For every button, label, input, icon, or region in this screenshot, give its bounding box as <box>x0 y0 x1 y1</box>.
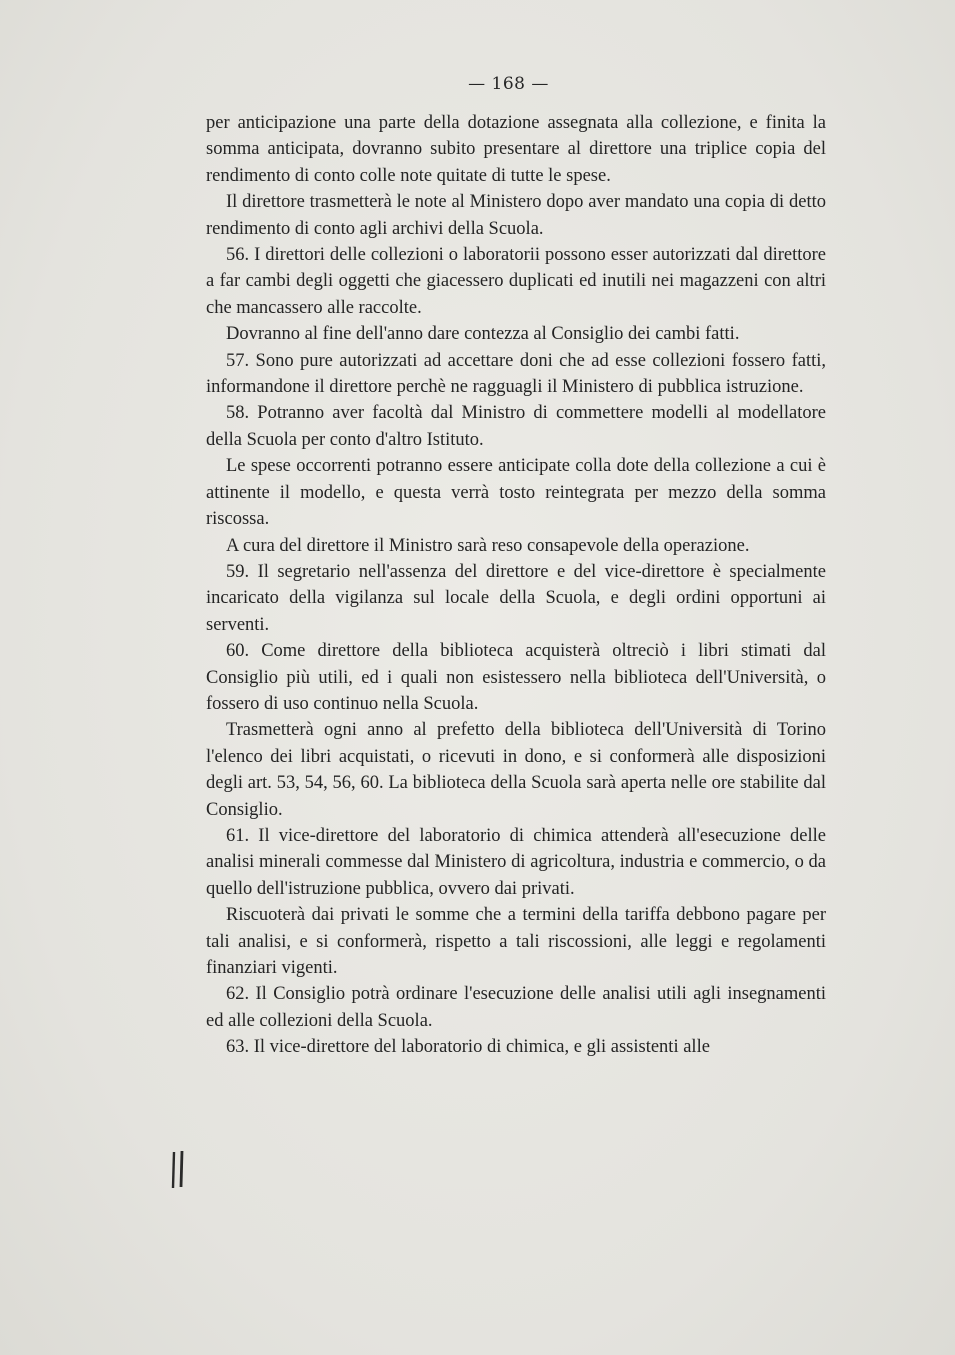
paragraph: Trasmetterà ogni anno al prefetto della biblioteca dell'Università di Torino l'elenco dei libri acquistati, o ricevuti in dono, e si conformerà alle disposizioni degli art. 53, 54, 56, 60. La biblioteca della Scuola sarà aperta nelle ore stabilite dal Consiglio. <box>206 720 826 820</box>
paragraph-art-56: 56. I direttori delle collezioni o laboratorii possono esser autorizzati dal direttore a far cambi degli oggetti che giacessero duplicati ed inutili nei magazzeni con altri che mancassero alle raccolte. <box>206 245 826 318</box>
paragraph: per anticipazione una parte della dotazione assegnata alla collezione, e finita la somma anticipata, dovranno subito presentare al direttore una triplice copia del rendimento di conto colle note quitate di tutte le spese. <box>206 113 826 186</box>
paragraph-art-59: 59. Il segretario nell'assenza del direttore e del vice-direttore è specialmente incaricato della vigilanza sul locale della Scuola, e degli ordini opportuni ai serventi. <box>206 561 826 635</box>
paragraph: A cura del direttore il Ministro sarà reso consapevole della operazione. <box>226 535 750 556</box>
paragraph-art-60: 60. Come direttore della biblioteca acquisterà oltreciò i libri stimati dal Consiglio più utili, ed i quali non esistessero nella biblioteca dell'Università, o fossero di uso continuo nella Scuola. <box>206 641 826 714</box>
paragraph-art-58: 58. Potranno aver facoltà dal Ministro di commettere modelli al modellatore della Scuola per conto d'altro Istituto. <box>206 403 826 450</box>
paragraph-art-63: 63. Il vice-direttore del laboratorio di chimica, e gli assistenti alle <box>226 1037 710 1058</box>
paragraph-art-61: 61. Il vice-direttore del laboratorio di chimica attenderà all'esecuzione delle analisi minerali commesse dal Ministero di agricoltura, industria e commercio, o da quello dell'istruzione pubblica, ovvero dai privati. <box>206 825 826 899</box>
paragraph-art-57: 57. Sono pure autorizzati ad accettare doni che ad esse collezioni fossero fatti, informandone il direttore perchè ne ragguagli il Ministero di pubblica istruzione. <box>206 350 826 398</box>
paragraph-art-62: 62. Il Consiglio potrà ordinare l'esecuzione delle analisi utili agli insegnamenti ed alle collezioni della Scuola. <box>206 984 826 1031</box>
paragraph: Riscuoterà dai privati le somme che a termini della tariffa debbono pagare per tali analisi, e si conformerà, rispetto a tali riscossioni, alle leggi e regolamenti finanziari vigenti. <box>206 905 826 978</box>
page-number: — 168 — <box>468 74 549 94</box>
paragraph: Dovranno al fine dell'anno dare contezza al Consiglio dei cambi fatti. <box>226 324 740 345</box>
margin-mark-icon <box>166 1150 196 1190</box>
paragraph: Le spese occorrenti potranno essere anticipate colla dote della collezione a cui è attinente il modello, e questa verrà tosto reintegrata per mezzo della somma riscossa. <box>206 456 826 530</box>
paragraph: Il direttore trasmetterà le note al Ministero dopo aver mandato una copia di detto rendimento di conto agli archivi della Scuola. <box>206 192 826 239</box>
body-text <box>206 110 826 1061</box>
